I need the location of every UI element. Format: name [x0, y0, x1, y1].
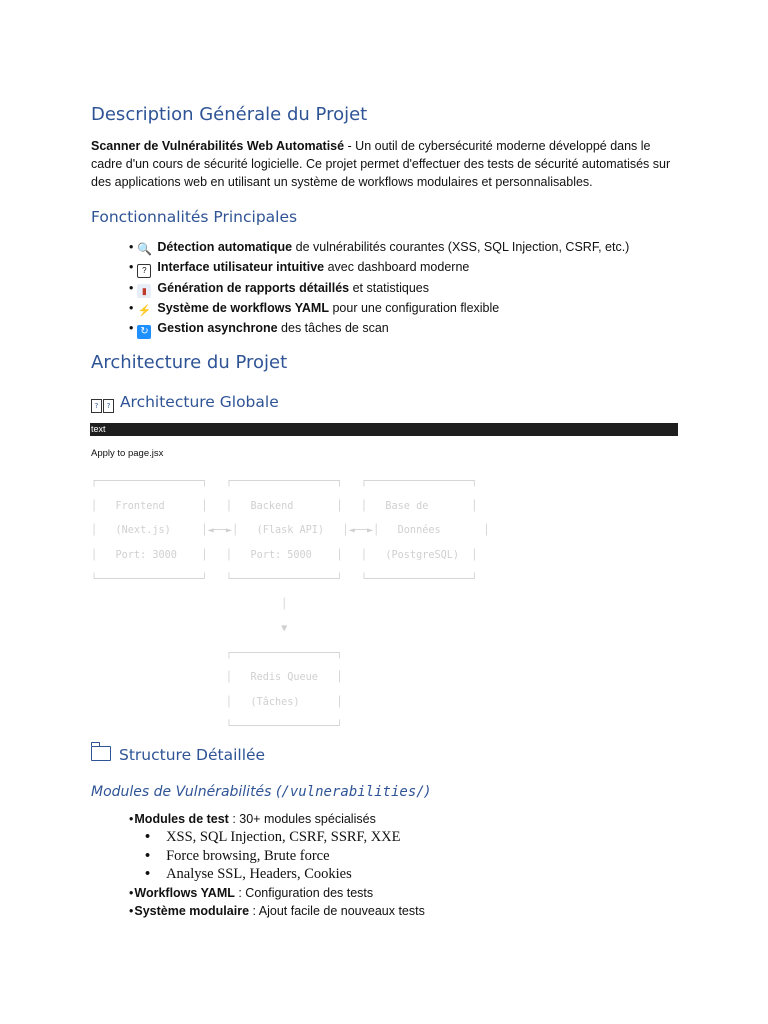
- heading-modules-code: /vulnerabilities/: [281, 784, 425, 800]
- feature-bold: Gestion asynchrone: [157, 321, 278, 335]
- chart-icon: ▮: [137, 284, 151, 298]
- search-icon: 🔍: [137, 242, 153, 256]
- sub-list-item: • XSS, SQL Injection, CSRF, SSRF, XXE: [145, 828, 425, 847]
- intro-bold: Scanner de Vulnérabilités Web Automatisé: [91, 139, 345, 153]
- heading-architecture-globale-text: Architecture Globale: [119, 393, 279, 411]
- intro-text: - Un outil de cybersécurité moderne développé dans le cadre d'un cours de sécurité logicielle. Ce projet permet d'effectuer des tests de sécurité automatisés sur des applications web en utilisant un système de workflows modulaires et personnalisables.: [91, 139, 671, 189]
- feature-bold: Système de workflows YAML: [157, 301, 329, 315]
- feature-bold: Interface utilisateur intuitive: [157, 260, 325, 274]
- heading-architecture-globale: [91, 393, 279, 413]
- heading-modules: [91, 784, 430, 800]
- feature-text: et statistiques: [349, 281, 430, 295]
- list-item: [129, 902, 425, 920]
- module-bold: Modules de test: [134, 812, 229, 826]
- heading-architecture: Architecture du Projet: [91, 352, 288, 373]
- sub-list: [129, 828, 425, 884]
- modules-list: [129, 810, 425, 920]
- heading-modules-suffix: ): [424, 784, 431, 800]
- list-item: [129, 318, 629, 339]
- apply-to-file-link[interactable]: Apply to page.jsx: [91, 448, 164, 459]
- architecture-diagram: ┌─────────────────┐ ┌─────────────────┐ ┌─────────────────┐ │ Frontend │ │ Backend │ │ Base de │ │ (Next.js) │◄──►│ (Flask API) │◄──►│ Données │ │ Port: 3000 │ │ Port: 5000 │ │ (PostgreSQL) │ └─────────────────┘ └─────────────────┘ └─────────────────┘ │ ▼ ┌─────────────────┐ │ Redis Queue │ │ (Tâches) │ └─────────────────┘: [91, 476, 490, 732]
- code-language-bar: text: [90, 423, 678, 436]
- feature-text: avec dashboard moderne: [324, 260, 470, 274]
- module-bold: Système modulaire: [134, 903, 250, 918]
- list-item: [129, 278, 629, 298]
- module-text: : Ajout facile de nouveaux tests: [249, 903, 425, 918]
- feature-bold: Détection automatique: [157, 240, 293, 254]
- features-list: [129, 237, 629, 339]
- ui-icon: ?: [137, 264, 151, 278]
- heading-structure: [91, 746, 265, 764]
- list-item: [129, 810, 425, 884]
- list-item: [129, 257, 629, 278]
- feature-text: des tâches de scan: [277, 321, 389, 335]
- feature-bold: Génération de rapports détaillés: [157, 281, 350, 295]
- module-text: : 30+ modules spécialisés: [228, 812, 376, 826]
- module-text: : Configuration des tests: [234, 885, 374, 900]
- feature-text: pour une configuration flexible: [328, 301, 500, 315]
- feature-text: de vulnérabilités courantes (XSS, SQL Injection, CSRF, etc.): [292, 240, 630, 254]
- list-item: [129, 298, 629, 318]
- heading-description: Description Générale du Projet: [91, 104, 368, 125]
- list-item: [129, 237, 629, 257]
- heading-modules-prefix: Modules de Vulnérabilités (: [91, 784, 282, 800]
- sub-list-item: • Analyse SSL, Headers, Cookies: [145, 865, 425, 884]
- folder-icon: [91, 746, 111, 761]
- bolt-icon: ⚡: [137, 305, 152, 317]
- intro-paragraph: [91, 137, 681, 191]
- architecture-icon: ?: [103, 399, 114, 413]
- heading-fonctionnalites: Fonctionnalités Principales: [91, 208, 298, 226]
- sync-icon: ↻: [137, 325, 151, 339]
- module-bold: Workflows YAML: [134, 885, 235, 900]
- list-item: [129, 884, 425, 902]
- heading-structure-text: Structure Détaillée: [119, 746, 266, 764]
- architecture-icon: ?: [91, 399, 102, 413]
- sub-list-item: • Force browsing, Brute force: [145, 847, 425, 866]
